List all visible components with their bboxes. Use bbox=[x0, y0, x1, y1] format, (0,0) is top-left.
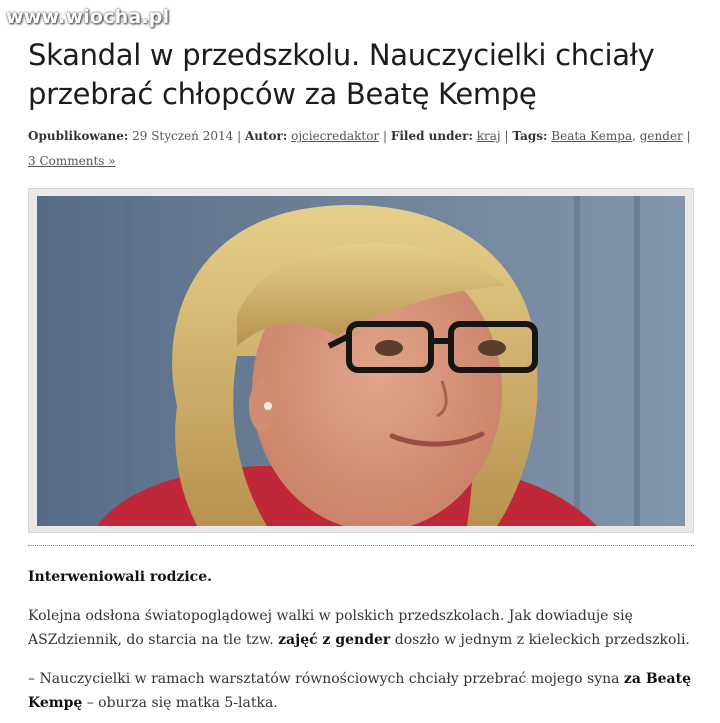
paragraph-bold: zajęć z gender bbox=[278, 632, 391, 648]
article-title: Skandal w przedszkolu. Nauczycielki chciały przebrać chłopców za Beatę Kempę bbox=[28, 38, 655, 111]
paragraph-text: – Nauczycielki w ramach warsztatów równościowych chciały przebrać mojego syna bbox=[28, 671, 624, 687]
paragraph-text: – oburza się matka 5-latka. bbox=[82, 695, 278, 711]
author-label: Autor: bbox=[244, 129, 288, 143]
tag-link[interactable]: gender bbox=[639, 129, 683, 143]
paragraph-text: Kolejna odsłona światopoglądowej walki w polskich przedszkolach. Jak dowiaduje się ASZdziennik, do starcia na tle tzw. bbox=[28, 608, 633, 648]
article-paragraph-1 bbox=[28, 604, 698, 652]
category-link[interactable]: kraj bbox=[476, 129, 501, 143]
article-lead bbox=[28, 565, 698, 589]
site-watermark: www.wiocha.pl bbox=[6, 6, 170, 28]
article-photo bbox=[37, 196, 685, 526]
tag-link[interactable]: Beata Kempa bbox=[551, 129, 633, 143]
published-label: Opublikowane: bbox=[28, 129, 129, 143]
paragraph-text: doszło w jednym z kieleckich przedszkoli. bbox=[390, 632, 690, 648]
article-meta: Opublikowane: 29 Styczeń 2014 | Autor: ojciecredaktor | Filed under: kraj | Tags: Beata Kempa, gender | 3 Comments » bbox=[28, 129, 691, 168]
tags-label: Tags: bbox=[512, 129, 548, 143]
comments-link[interactable]: 3 Comments » bbox=[28, 154, 116, 168]
paragraph-bold: za Beatę Kempę bbox=[28, 671, 692, 711]
article-image-frame bbox=[28, 188, 694, 533]
article-paragraph-2 bbox=[28, 667, 698, 715]
content-divider bbox=[28, 545, 694, 546]
published-date: 29 Styczeń 2014 bbox=[132, 129, 234, 143]
lead-text: Interweniowali rodzice. bbox=[28, 569, 212, 585]
author-link[interactable]: ojciecredaktor bbox=[291, 129, 380, 143]
filed-label: Filed under: bbox=[390, 129, 473, 143]
